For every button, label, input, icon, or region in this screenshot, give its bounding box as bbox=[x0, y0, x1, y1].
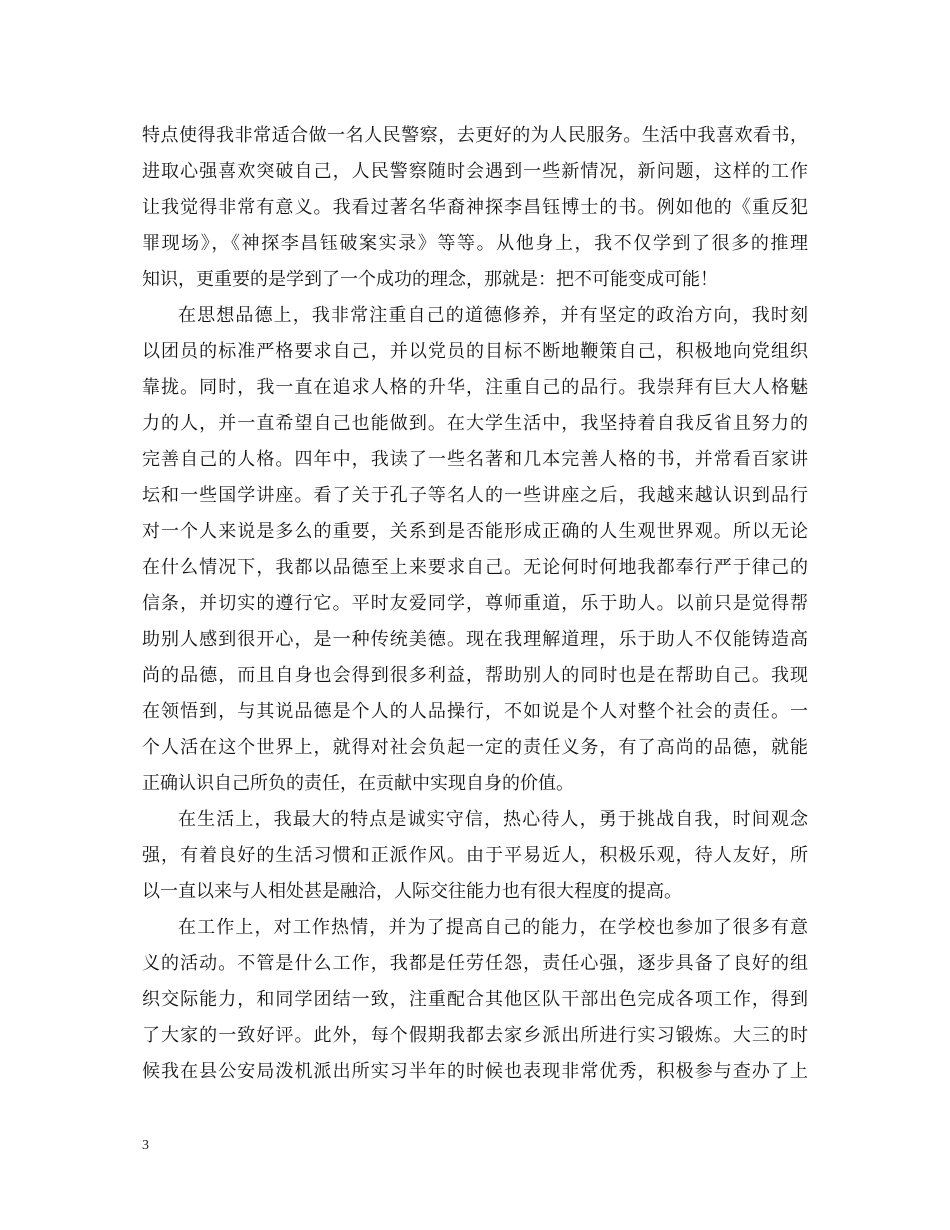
text-line: 个人活在这个世界上，就得对社会负起一定的责任义务，有了高尚的品德，就能 bbox=[142, 737, 808, 758]
text-line: 强，有着良好的生活习惯和正派作风。由于平易近人，积极乐观，待人友好，所 bbox=[142, 845, 808, 866]
text-line: 信条，并切实的遵行它。平时友爱同学，尊师重道，乐于助人。以前只是觉得帮 bbox=[142, 593, 808, 614]
text-line: 坛和一些国学讲座。看了关于孔子等名人的一些讲座之后，我越来越认识到品行 bbox=[142, 485, 808, 506]
text-line: 候我在县公安局泼机派出所实习半年的时候也表现非常优秀，积极参与查办了上 bbox=[142, 1061, 808, 1082]
text-line: 以团员的标准严格要求自己，并以党员的目标不断地鞭策自己，积极地向党组织 bbox=[142, 341, 808, 362]
text-line: 进取心强喜欢突破自己，人民警察随时会遇到一些新情况，新问题，这样的工作 bbox=[142, 161, 808, 182]
text-line: 了大家的一致好评。此外，每个假期我都去家乡派出所进行实习锻炼。大三的时 bbox=[142, 1025, 808, 1046]
text-line: 以一直以来与人相处甚是融洽，人际交往能力也有很大程度的提高。 bbox=[142, 881, 682, 902]
text-line: 织交际能力，和同学团结一致，注重配合其他区队干部出色完成各项工作，得到 bbox=[142, 989, 808, 1010]
text-line: 让我觉得非常有意义。我看过著名华裔神探李昌钰博士的书。例如他的《重反犯 bbox=[142, 197, 808, 218]
page-number: 3 bbox=[142, 1138, 149, 1153]
text-line: 靠拢。同时，我一直在追求人格的升华，注重自己的品行。我崇拜有巨大人格魅 bbox=[142, 377, 808, 398]
text-line: 特点使得我非常适合做一名人民警察，去更好的为人民服务。生活中我喜欢看书， bbox=[142, 125, 808, 146]
document-body bbox=[142, 118, 808, 1090]
text-line: 知识，更重要的是学到了一个成功的理念，那就是：把不可能变成可能！ bbox=[142, 269, 718, 290]
text-line: 力的人，并一直希望自己也能做到。在大学生活中，我坚持着自我反省且努力的 bbox=[142, 413, 808, 434]
text-line: 在什么情况下，我都以品德至上来要求自己。无论何时何地我都奉行严于律己的 bbox=[142, 557, 808, 578]
text-line: 助别人感到很开心，是一种传统美德。现在我理解道理，乐于助人不仅能铸造高 bbox=[142, 629, 808, 650]
paragraph-first-line: 在思想品德上，我非常注重自己的道德修养，并有坚定的政治方向，我时刻 bbox=[178, 305, 808, 326]
text-line: 对一个人来说是多么的重要，关系到是否能形成正确的人生观世界观。所以无论 bbox=[142, 521, 808, 542]
text-line: 完善自己的人格。四年中，我读了一些名著和几本完善人格的书，并常看百家讲 bbox=[142, 449, 808, 470]
text-line: 罪现场》，《神探李昌钰破案实录》等等。从他身上，我不仅学到了很多的推理 bbox=[142, 233, 808, 254]
text-line: 在领悟到，与其说品德是个人的人品操行，不如说是个人对整个社会的责任。一 bbox=[142, 701, 808, 722]
paragraph-first-line: 在工作上，对工作热情，并为了提高自己的能力，在学校也参加了很多有意 bbox=[178, 917, 808, 938]
paragraph-first-line: 在生活上，我最大的特点是诚实守信，热心待人，勇于挑战自我，时间观念 bbox=[178, 809, 808, 830]
text-line: 正确认识自己所负的责任，在贡献中实现自身的价值。 bbox=[142, 773, 574, 794]
text-line: 义的活动。不管是什么工作，我都是任劳任怨，责任心强，逐步具备了良好的组 bbox=[142, 953, 808, 974]
text-line: 尚的品德，而且自身也会得到很多利益，帮助别人的同时也是在帮助自己。我现 bbox=[142, 665, 808, 686]
